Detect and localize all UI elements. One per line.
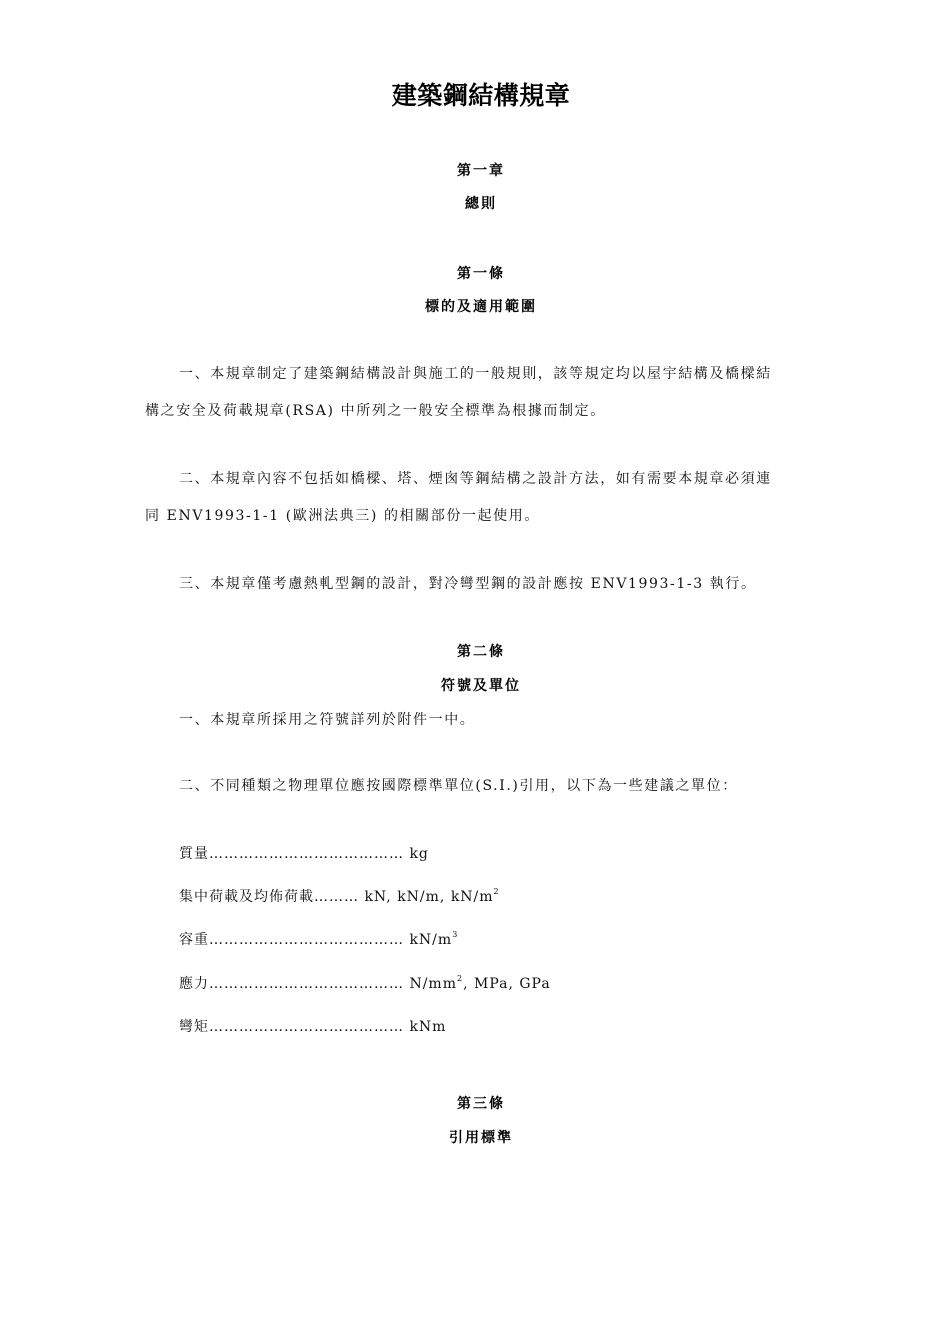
- unit-row-unit-weight: [179, 929, 458, 949]
- chapter-name: 總則: [465, 196, 497, 212]
- unit-row-moment: [179, 1016, 446, 1036]
- article-1-paragraph-1-line-2: 構之安全及荷載規章(RSA) 中所列之一般安全標準為根據而制定。: [145, 403, 606, 419]
- article-2-paragraph-2: 二、不同種類之物理單位應按國際標準單位(S.I.)引用，以下為一些建議之單位：: [179, 778, 738, 794]
- unit-label: 應力: [179, 976, 209, 992]
- article-2-number: 第二條: [457, 644, 505, 660]
- article-1-paragraph-2-line-1: 二、本規章內容不包括如橋樑、塔、煙囪等鋼結構之設計方法，如有需要本規章必須連: [179, 471, 772, 487]
- unit-dots: …………………………………: [209, 932, 404, 948]
- article-1-paragraph-1-line-1: 一、本規章制定了建築鋼結構設計與施工的一般規則，該等規定均以屋宇結構及橋樑結: [179, 366, 772, 382]
- unit-superscript: 3: [452, 930, 459, 939]
- article-1-paragraph-2-line-2: 同 ENV1993-1-1 (歐洲法典三) 的相關部份一起使用。: [145, 508, 540, 524]
- article-3-number: 第三條: [457, 1096, 505, 1112]
- article-1-paragraph-3: 三、本規章僅考慮熱軋型鋼的設計，對冷彎型鋼的設計應按 ENV1993-1-3 執行。: [179, 576, 757, 592]
- chapter-number: 第一章: [457, 163, 505, 179]
- unit-superscript: 2: [493, 887, 500, 896]
- unit-label: 質量: [179, 846, 209, 862]
- unit-dots: …………………………………: [209, 1019, 404, 1035]
- article-3-name: 引用標準: [449, 1130, 513, 1146]
- unit-dots: ………: [314, 889, 359, 905]
- unit-value: N/mm: [409, 976, 457, 992]
- document-title: 建築鋼結構規章: [391, 81, 571, 110]
- unit-dots: …………………………………: [209, 976, 404, 992]
- unit-value: kN/m: [409, 932, 453, 948]
- unit-value: kg: [409, 846, 429, 862]
- article-1-number: 第一條: [457, 266, 505, 282]
- unit-superscript: 2: [456, 974, 464, 983]
- unit-value: kNm: [409, 1019, 447, 1035]
- unit-value-extra: , MPa, GPa: [463, 976, 551, 992]
- unit-label: 彎矩: [179, 1019, 209, 1035]
- unit-label: 容重: [179, 932, 209, 948]
- unit-dots: …………………………………: [209, 846, 404, 862]
- unit-row-loads: [179, 886, 500, 906]
- article-2-name: 符號及單位: [441, 678, 521, 694]
- unit-value: kN, kN/m, kN/m: [364, 889, 494, 905]
- unit-label: 集中荷載及均佈荷載: [179, 889, 314, 905]
- unit-row-mass: [179, 843, 429, 863]
- article-2-paragraph-1: 一、本規章所採用之符號詳列於附件一中。: [179, 712, 476, 728]
- unit-row-stress: [179, 973, 551, 993]
- article-1-name: 標的及適用範圍: [425, 299, 537, 315]
